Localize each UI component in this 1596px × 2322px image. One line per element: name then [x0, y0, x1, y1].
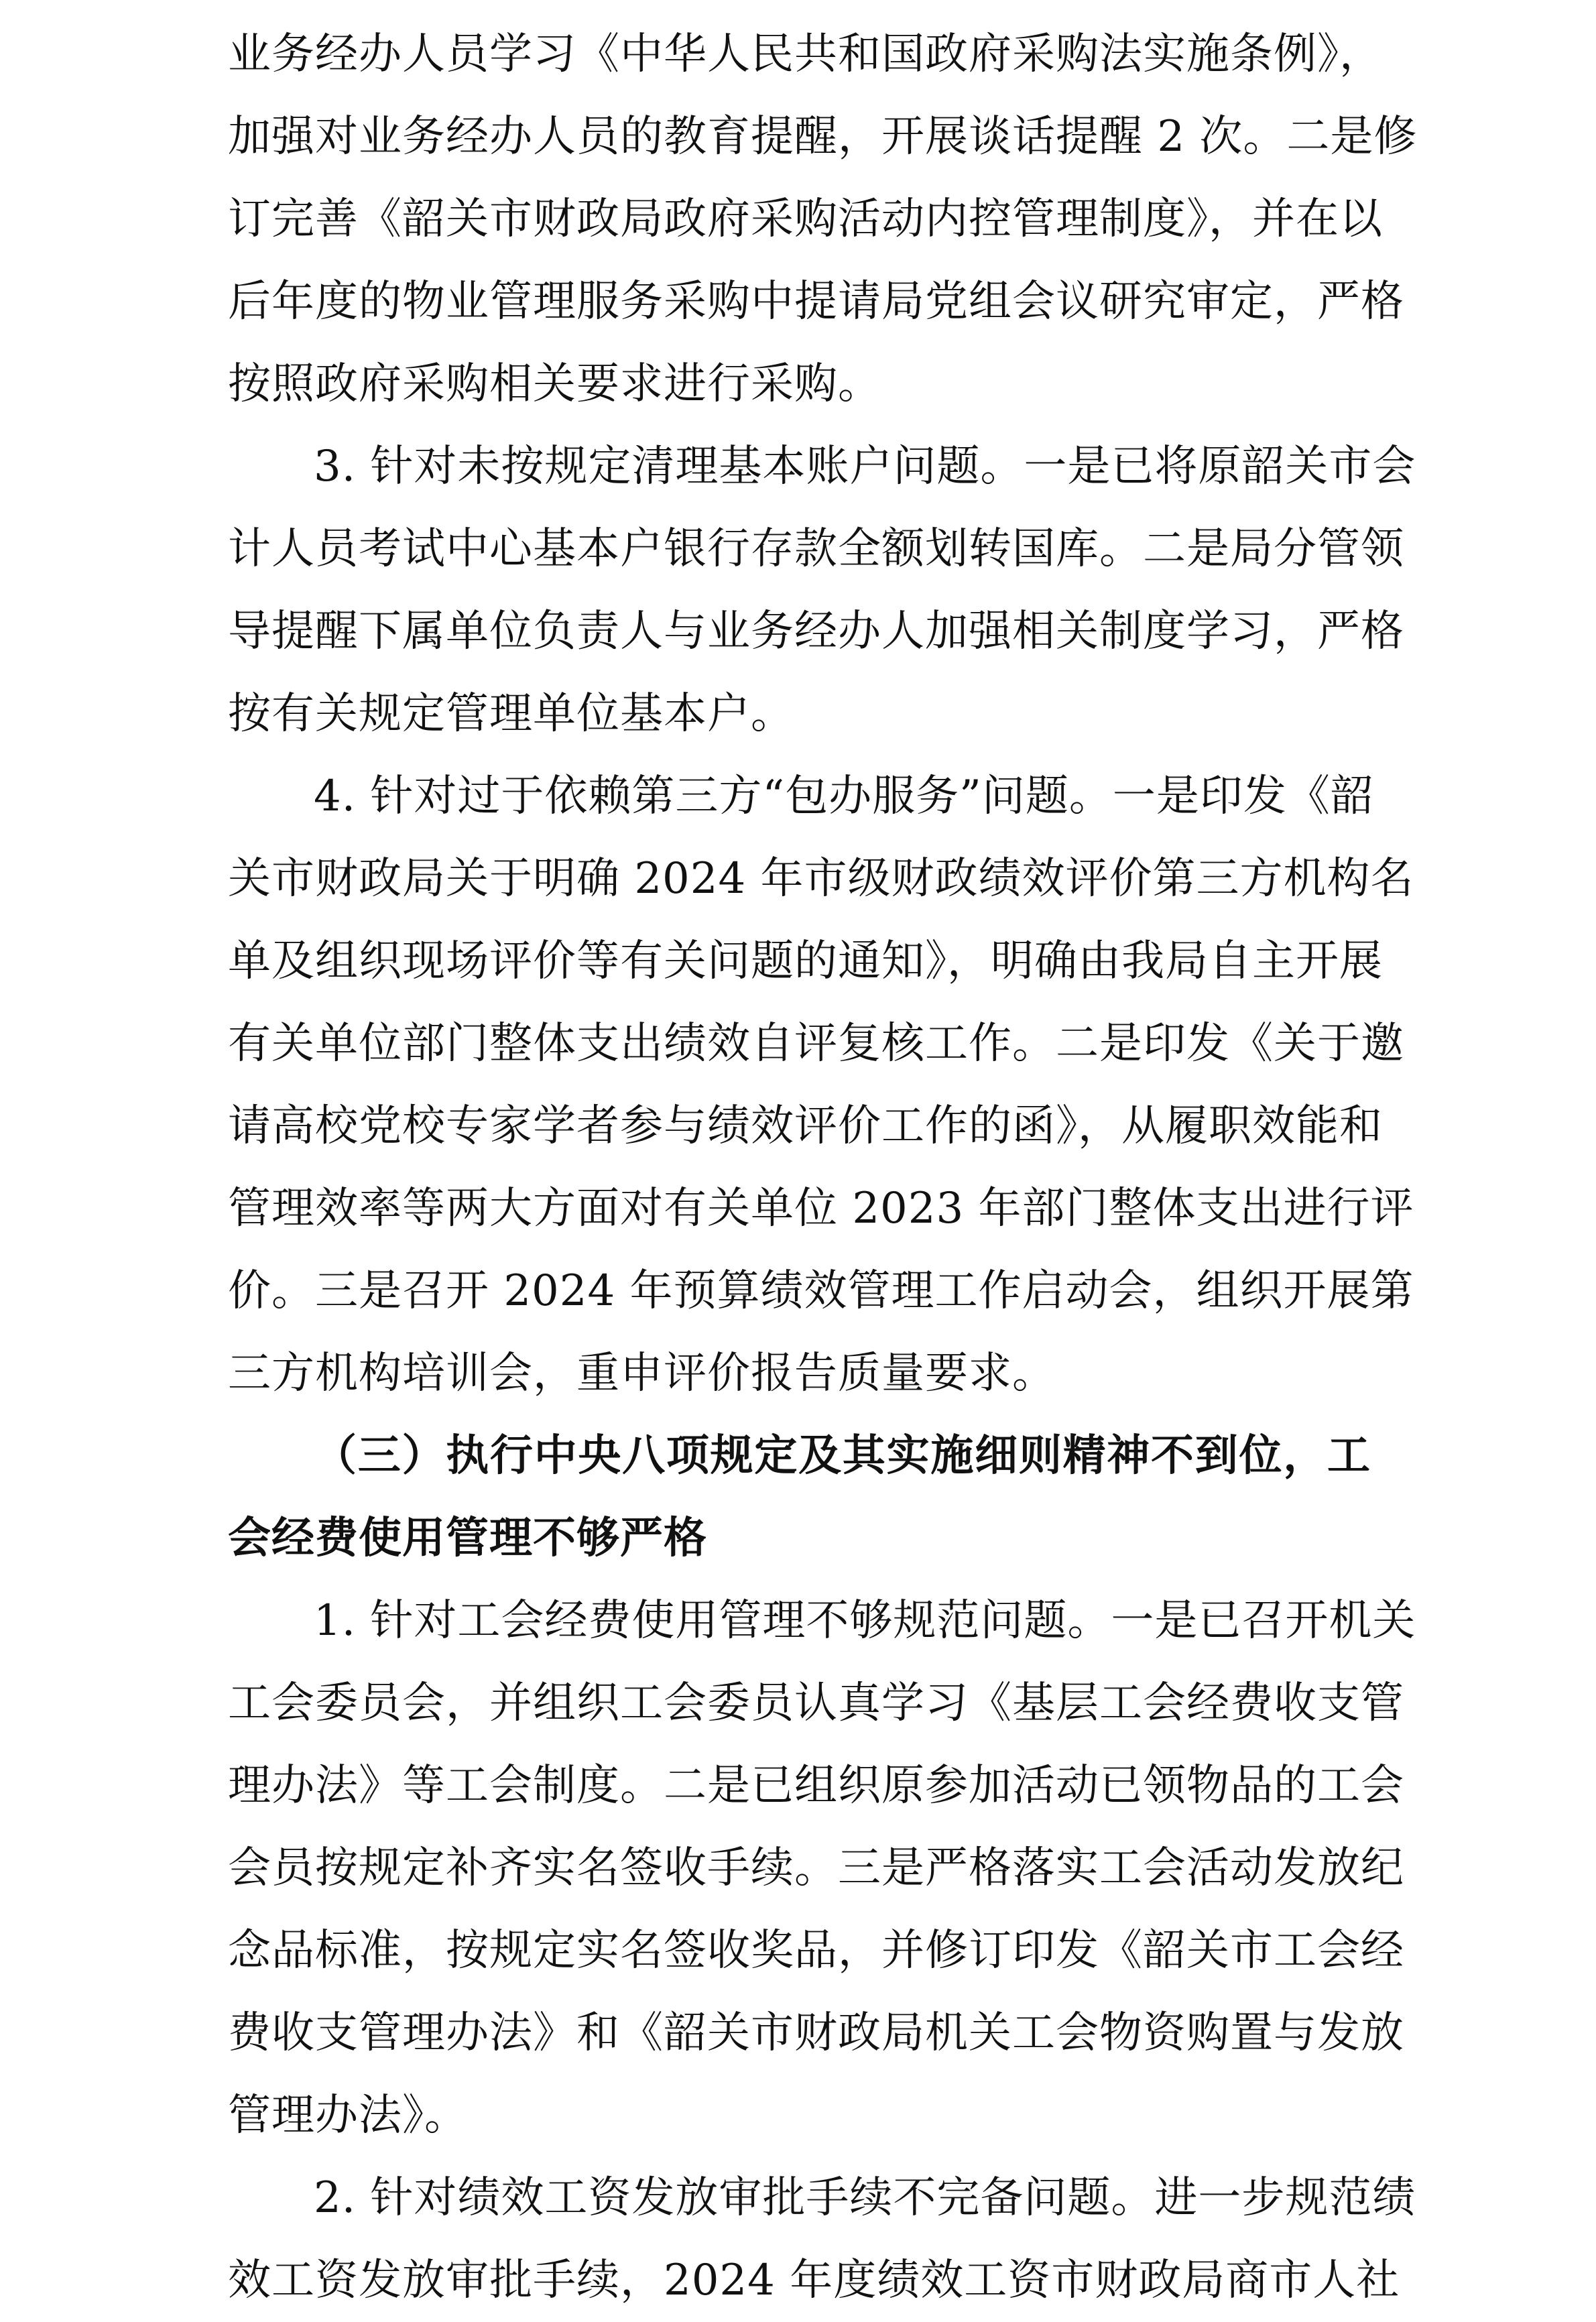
text-line: 理办法》等工会制度。二是已组织原参加活动已领物品的工会 — [228, 1761, 1404, 1811]
text-line: 按有关规定管理单位基本户。 — [228, 689, 794, 739]
text-line: 会员按规定补齐实名签收手续。三是严格落实工会活动发放纪 — [228, 1843, 1404, 1893]
text-line: 加强对业务经办人员的教育提醒，开展谈话提醒 2 次。二是修 — [228, 112, 1418, 162]
section-heading-continued: 会经费使用管理不够严格 — [228, 1514, 707, 1563]
text-line: 关市财政局关于明确 2024 年市级财政绩效评价第三方机构名 — [228, 854, 1414, 904]
text-line: 念品标准，按规定实名签收奖品，并修订印发《韶关市工会经 — [228, 1926, 1404, 1975]
text-line: 业务经办人员学习《中华人民共和国政府采购法实施条例》， — [228, 29, 1383, 79]
text-line: 按照政府采购相关要求进行采购。 — [228, 359, 881, 409]
text-line: 价。三是召开 2024 年预算绩效管理工作启动会，组织开展第 — [228, 1266, 1414, 1316]
text-line: 单及组织现场评价等有关问题的通知》，明确由我局自主开展 — [228, 936, 1383, 986]
text-line: 管理效率等两大方面对有关单位 2023 年部门整体支出进行评 — [228, 1184, 1414, 1233]
text-line: 有关单位部门整体支出绩效自评复核工作。二是印发《关于邀 — [228, 1019, 1404, 1068]
text-line: 三方机构培训会，重申评价报告质量要求。 — [228, 1349, 1056, 1398]
paragraph-item-2-start: 2. 针对绩效工资发放审批手续不完备问题。进一步规范绩 — [314, 2173, 1416, 2223]
text-line: 订完善《韶关市财政局政府采购活动内控管理制度》，并在以 — [228, 194, 1383, 244]
text-line: 管理办法》。 — [228, 2091, 468, 2140]
text-line: 效工资发放审批手续，2024 年度绩效工资市财政局商市人社 — [228, 2256, 1400, 2305]
text-line: 费收支管理办法》和《韶关市财政局机关工会物资购置与发放 — [228, 2008, 1404, 2058]
paragraph-item-1-start: 1. 针对工会经费使用管理不够规范问题。一是已召开机关 — [314, 1596, 1416, 1646]
document-body — [228, 13, 1418, 2322]
text-line: 导提醒下属单位负责人与业务经办人加强相关制度学习，严格 — [228, 607, 1404, 656]
text-line: 后年度的物业管理服务采购中提请局党组会议研究审定，严格 — [228, 277, 1404, 326]
paragraph-item-3-start: 3. 针对未按规定清理基本账户问题。一是已将原韶关市会 — [314, 442, 1416, 491]
text-line: 工会委员会，并组织工会委员认真学习《基层工会经费收支管 — [228, 1678, 1404, 1728]
paragraph-item-4-start: 4. 针对过于依赖第三方“包办服务”问题。一是印发《韶 — [314, 772, 1374, 821]
text-line: 计人员考试中心基本户银行存款全额划转国库。二是局分管领 — [228, 524, 1404, 574]
section-heading: （三）执行中央八项规定及其实施细则精神不到位，工 — [314, 1431, 1371, 1481]
text-line: 请高校党校专家学者参与绩效评价工作的函》，从履职效能和 — [228, 1101, 1383, 1151]
